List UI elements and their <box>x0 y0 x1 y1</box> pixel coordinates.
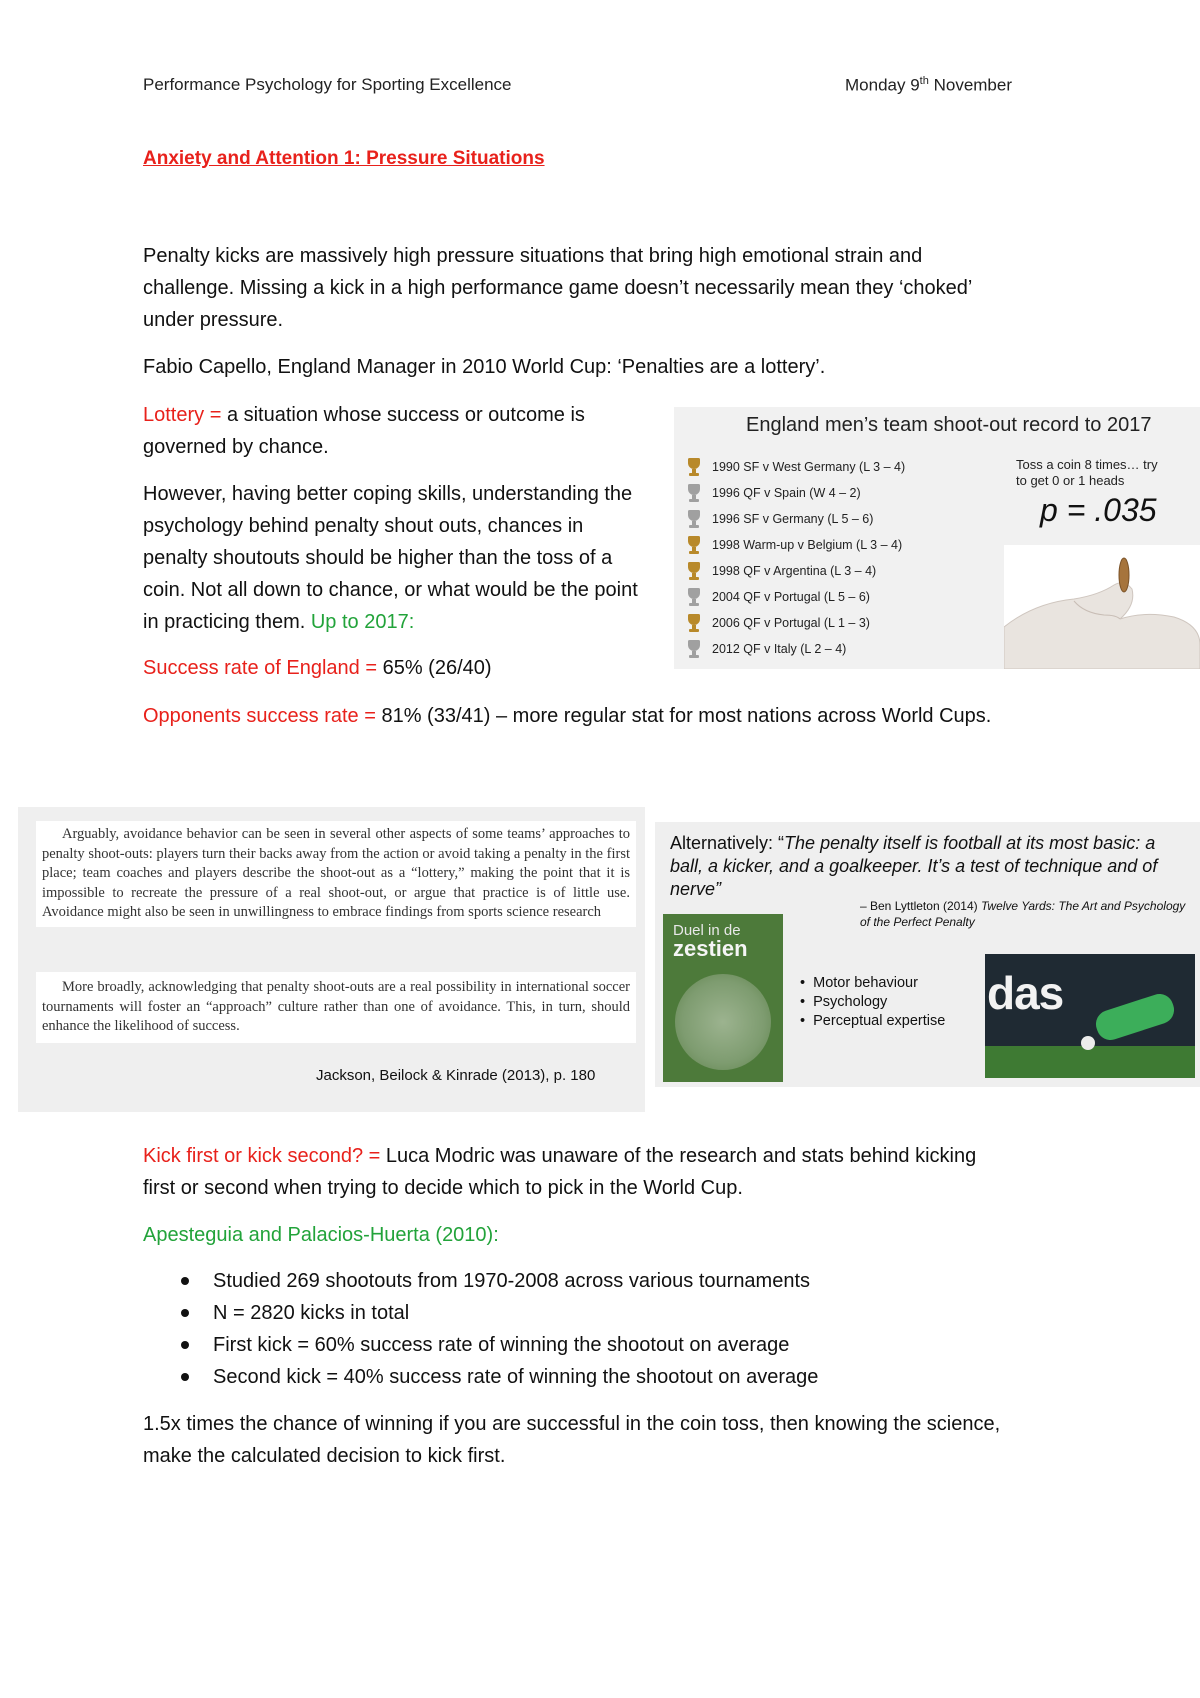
hand-coin-image <box>1004 545 1200 669</box>
quote-slide <box>18 807 645 1112</box>
record-item <box>686 584 976 610</box>
study-bullet: N = 2820 kicks in total <box>143 1297 1043 1329</box>
record-item <box>686 454 976 480</box>
opponents-rate-value: 81% (33/41) – more regular stat for most nations across World Cups. <box>381 705 992 727</box>
ball-shape <box>1081 1036 1095 1050</box>
record-item-text: 1990 SF v West Germany (L 3 – 4) <box>712 460 906 474</box>
however-paragraph <box>143 478 653 638</box>
alt-bullet: • Psychology <box>800 994 888 1010</box>
book-title-line1: Duel in de <box>673 922 741 939</box>
quote-lead: Alternatively: “ <box>670 833 785 853</box>
record-item-text: 2004 QF v Portugal (L 5 – 6) <box>712 590 870 604</box>
study-bullet: Studied 269 shootouts from 1970-2008 across various tournaments <box>143 1265 1043 1297</box>
book-cover-ball <box>675 974 771 1070</box>
capello-quote: Fabio Capello, England Manager in 2010 World Cup: ‘Penalties are a lottery’. <box>143 356 826 378</box>
p-value: p = .035 <box>1040 492 1157 528</box>
photo-pitch <box>985 1046 1195 1078</box>
trophy-icon <box>686 509 702 529</box>
intro-paragraph: Penalty kicks are massively high pressure situations that bring high emotional strain and challenge. Missing a kick in a high performance game doesn’t necessarily mean they ‘choked’ under pressure. <box>143 245 972 331</box>
trophy-icon <box>686 613 702 633</box>
trophy-icon <box>686 535 702 555</box>
record-item <box>686 610 976 636</box>
trophy-icon <box>686 457 702 477</box>
record-item-text: 1996 QF v Spain (W 4 – 2) <box>712 486 861 500</box>
kick-first-label: Kick first or kick second? = <box>143 1145 386 1167</box>
trophy-icon <box>686 561 702 581</box>
quote-paragraph-1: Arguably, avoidance behavior can be seen in several other aspects of some teams’ approaches to penalty shoot-outs: players turn their backs away from the action or avoid taking a penalty in the first place; team coaches and players describe the shoot-out as a “lottery,” making the point that it is impossible to recreate the pressure of a real shoot-out, or argue that practice is of little use. Avoidance might also be seen in unwillingness to embrace findings from sports science research <box>36 821 636 927</box>
record-item-text: 2006 QF v Portugal (L 1 – 3) <box>712 616 870 630</box>
england-record-slide <box>674 407 1200 669</box>
quote-close: ” <box>715 879 722 899</box>
page-title: Anxiety and Attention 1: Pressure Situations <box>143 148 545 169</box>
study-bullets <box>143 1265 1043 1393</box>
trophy-icon <box>686 483 702 503</box>
kick-first-text: Luca Modric was unaware of the research and stats behind kicking first or second when trying to decide which to pick in the World Cup. <box>143 1145 977 1199</box>
goalkeeper-figure <box>1092 990 1177 1043</box>
book-title-line2: zestien <box>673 936 748 961</box>
lottery-text: a situation whose success or outcome is governed by chance. <box>143 404 585 458</box>
opponents-success-rate <box>143 700 1023 732</box>
trophy-icon <box>686 639 702 659</box>
date-prefix: Monday 9 <box>845 75 920 95</box>
course-title: Performance Psychology for Sporting Excellence <box>143 75 512 94</box>
record-item-text: 2012 QF v Italy (L 2 – 4) <box>712 642 847 656</box>
alt-bullet-text: Psychology <box>813 994 888 1010</box>
alternatively-slide <box>655 822 1200 1087</box>
england-success-rate <box>143 652 492 684</box>
lecture-date <box>845 75 1012 96</box>
quote-citation: Jackson, Beilock & Kinrade (2013), p. 180 <box>316 1067 596 1084</box>
alt-bullet-text: Motor behaviour <box>813 975 918 991</box>
quote-text: The penalty itself is football at its most basic: a ball, a kicker, and a goalkeeper. It’s a test of technique and of nerve <box>670 833 1158 899</box>
lottery-term: Lottery = <box>143 404 227 426</box>
book-cover <box>663 914 783 1082</box>
record-item-text: 1998 Warm-up v Belgium (L 3 – 4) <box>712 538 903 552</box>
opponents-rate-label: Opponents success rate = <box>143 705 382 727</box>
record-item <box>686 506 976 532</box>
study-bullet: Second kick = 40% success rate of winning the shootout on average <box>143 1361 1043 1393</box>
date-suffix: November <box>928 75 1012 95</box>
up-to-2017: Up to 2017: <box>310 611 415 633</box>
record-item <box>686 558 976 584</box>
england-rate-value: 65% (26/40) <box>382 657 492 679</box>
england-rate-label: Success rate of England = <box>143 657 383 679</box>
alt-bullet-text: Perceptual expertise <box>813 1013 946 1029</box>
alt-bullet: • Motor behaviour <box>800 975 918 991</box>
photo-banner-text: das <box>987 967 1064 1019</box>
record-item-text: 1996 SF v Germany (L 5 – 6) <box>712 512 874 526</box>
record-item <box>686 636 976 662</box>
trophy-icon <box>686 587 702 607</box>
cite-title: Twelve Yards: The Art and Psychology of the Perfect Penalty <box>860 899 1186 929</box>
record-item <box>686 532 976 558</box>
quote-paragraph-2: More broadly, acknowledging that penalty shoot-outs are a real possibility in international soccer tournaments will foster an “approach” culture rather than one of avoidance. This, in turn, should enhance the likelihood of success. <box>36 972 636 1043</box>
record-item-text: 1998 QF v Argentina (L 3 – 4) <box>712 564 877 578</box>
study-bullet: First kick = 60% success rate of winning the shootout on average <box>143 1329 1043 1361</box>
record-item <box>686 480 976 506</box>
lyttleton-citation <box>860 898 1190 930</box>
however-text: However, having better coping skills, understanding the psychology behind penalty shout outs, chances in penalty shoutouts should be higher than the toss of a coin. Not all down to chance, or what would be the point in practicing them. <box>143 483 638 633</box>
date-sup: th <box>919 75 929 87</box>
lyttleton-quote <box>670 832 1190 901</box>
study-heading: Apesteguia and Palacios-Huerta (2010): <box>143 1224 499 1246</box>
goalkeeper-photo <box>985 954 1195 1078</box>
coin-toss-note: Toss a coin 8 times… try to get 0 or 1 heads <box>1016 457 1158 488</box>
record-slide-title: England men’s team shoot-out record to 2017 <box>746 414 1152 436</box>
cite-author: – Ben Lyttleton (2014) <box>860 899 981 913</box>
conclusion-paragraph: 1.5x times the chance of winning if you are successful in the coin toss, then knowing the science, make the calculated decision to kick first. <box>143 1413 1001 1467</box>
alt-bullet: • Perceptual expertise <box>800 1013 946 1029</box>
alt-bullets <box>800 974 980 1031</box>
kick-first-paragraph <box>143 1140 1003 1204</box>
record-list <box>686 454 976 662</box>
lottery-definition <box>143 399 643 463</box>
